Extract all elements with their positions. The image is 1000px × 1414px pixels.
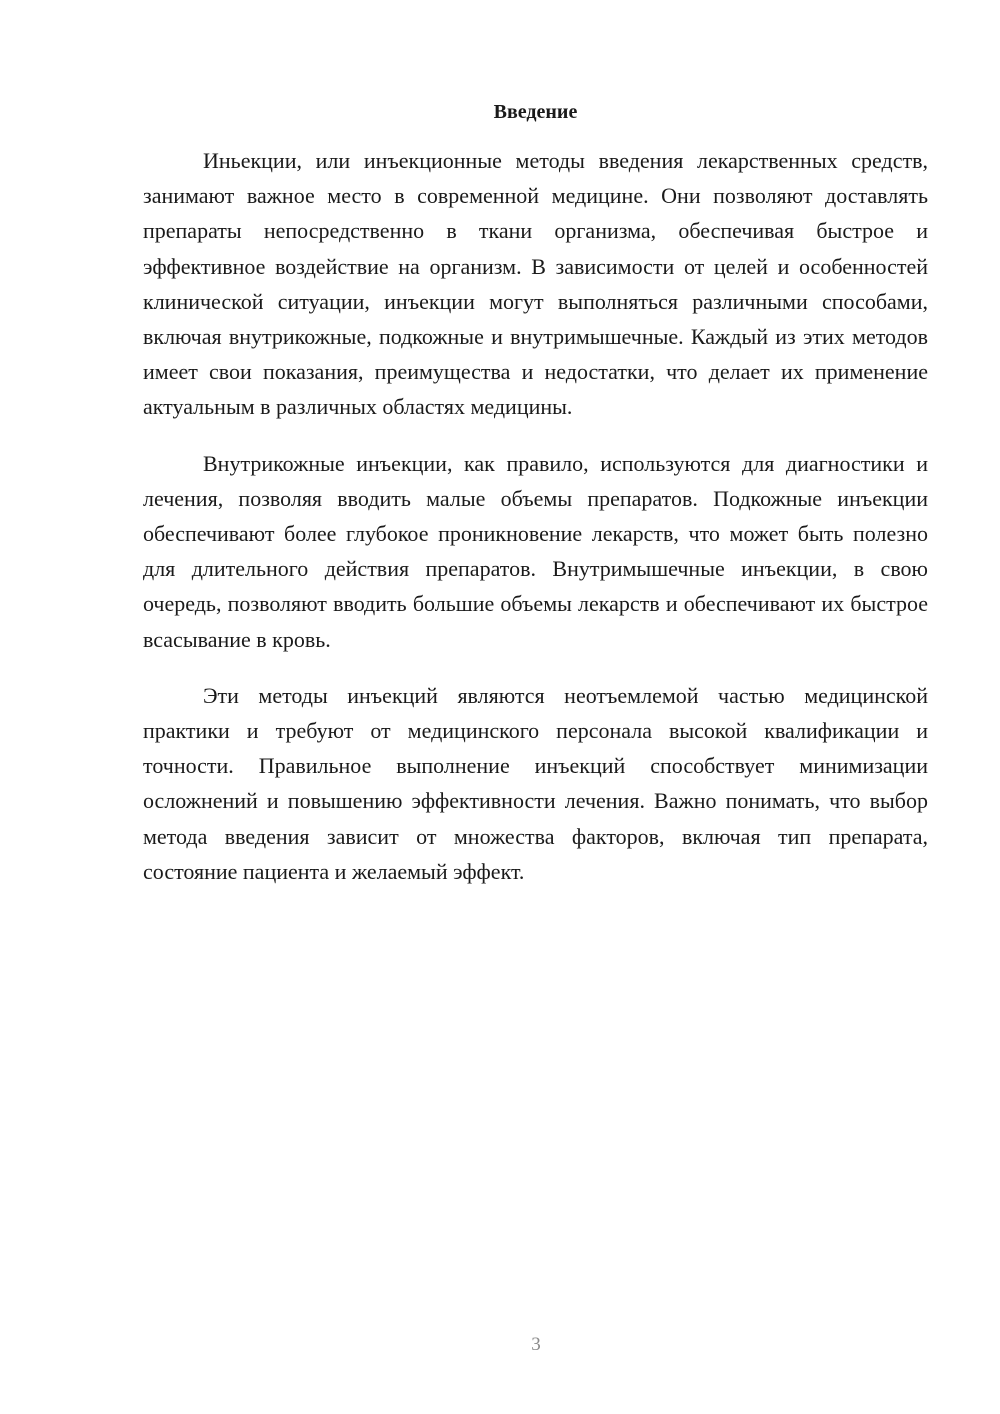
paragraph-introduction: Иньекции, или инъекционные методы введения лекарственных средств, занимают важное место в современной медицине. Они позволяют доставлять препараты непосредственно в ткани организма, обеспечивая быстрое и эффективное воздействие на организм. В зависимости от целей и особенностей клинической ситуации, инъекции могут выполняться различными способами, включая внутрикожные, подкожные и внутримышечные. Каждый из этих методов имеет свои показания, преимущества и недостатки, что делает их применение актуальным в различных областях медицины. [143,148,928,420]
paragraph-injection-types: Внутрикожные инъекции, как правило, используются для диагностики и лечения, позволяя вводить малые объемы препаратов. Подкожные инъекции обеспечивают более глубокое проникновение лекарств, что может быть полезно для длительного действия препаратов. Внутримышечные инъекции, в свою очередь, позволяют вводить большие объемы лекарств и обеспечивают их быстрое всасывание в кровь. [143,450,928,652]
page-number: 3 [531,1334,541,1355]
body-text [143,143,928,910]
section-heading: Введение [493,101,578,123]
paragraph-conclusion: Эти методы инъекций являются неотъемлемой частью медицинской практики и требуют от медицинского персонала высокой квалификации и точности. Правильное выполнение инъекций способствует минимизации осложнений и повышению эффективности лечения. Важно понимать, что выбор метода введения зависит от множества факторов, включая тип препарата, состояние пациента и желаемый эффект. [143,682,928,884]
